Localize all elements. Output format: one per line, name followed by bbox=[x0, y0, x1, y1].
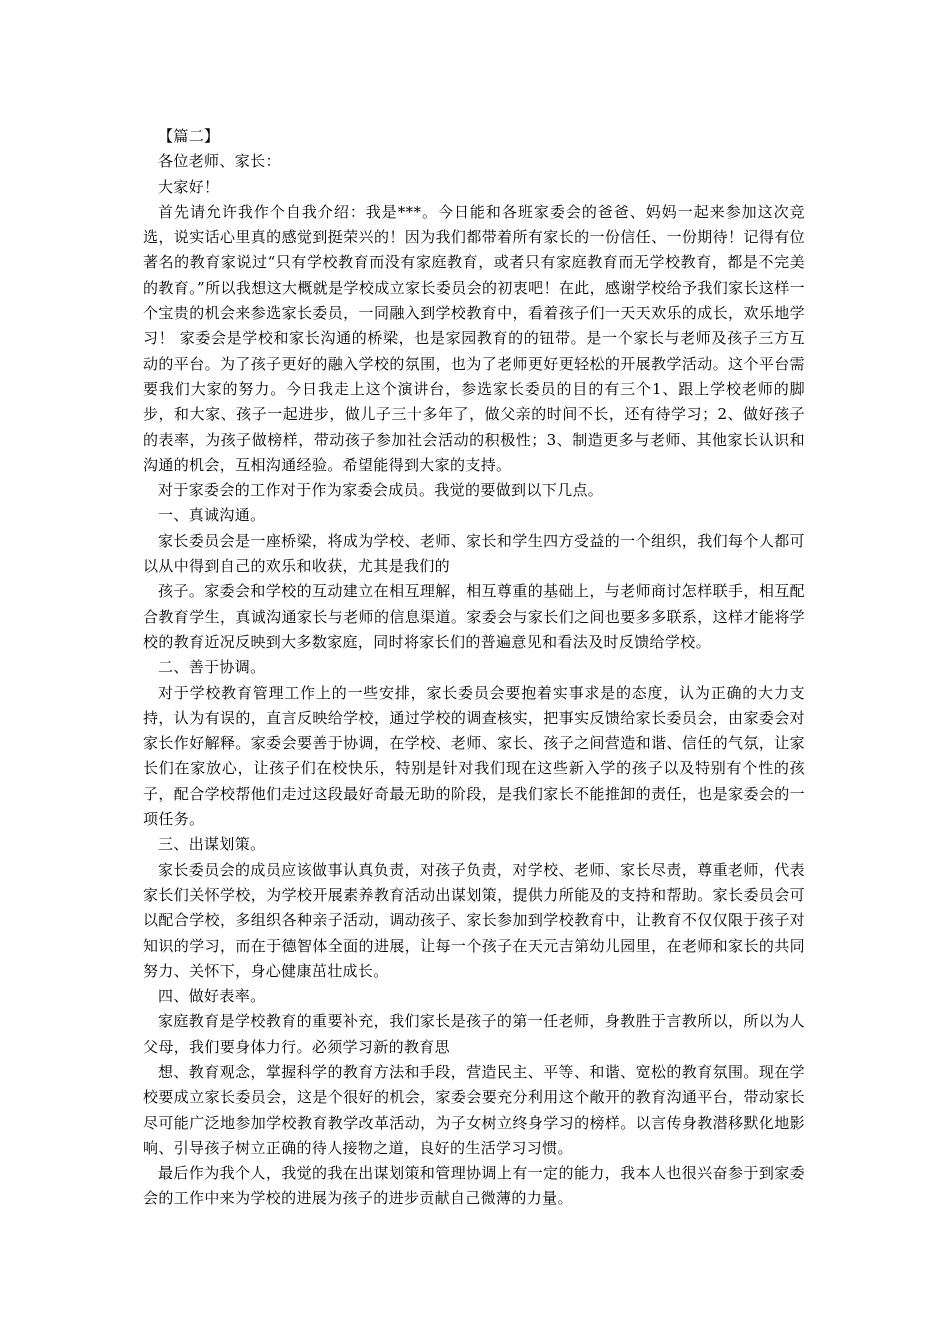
paragraph-advice: 家长委员会的成员应该做事认真负责，对孩子负责，对学校、老师、家长尽责，尊重老师，代表家长们关怀学校，为学校开展素养教育活动出谋划策，提供力所能及的支持和帮助。家长委员会可以配合学校，多组织各种亲子活动，调动孩子、家长参加到学校教育中，让教育不仅仅限于孩子对知识的学习，而在于德智体全面的进展，让每一个孩子在天元吉第幼儿园里，在老师和家长的共同努力、关怀下，身心健康茁壮成长。 bbox=[143, 860, 805, 980]
paragraph-transition: 对于家委会的工作对于作为家委会成员。我觉的要做到以下几点。 bbox=[158, 481, 604, 500]
paragraph-example-b: 想、教育观念，掌握科学的教育方法和手段，营造民主、平等、和谐、宽松的教育氛围。现在学校要成立家长委员会，这是个很好的机会，家委会要充分利用这个敞开的教育沟通平台，带动家长尽可能广泛地参加学校教育教学改革活动，为子女树立终身学习的榜样。以言传身教潜移默化地影响、引导孩子树立正确的待人接物之道，良好的生活学习习惯。 bbox=[143, 1062, 805, 1157]
paragraph-intro: 首先请允许我作个自我介绍：我是***。今日能和各班家委会的爸爸、妈妈一起来参加这次竞选，说实话心里真的感觉到挺荣兴的！因为我们都带着所有家长的一份信任、一份期待！记得有位著名的教育家说过“只有学校教育而没有家庭教育，或者只有家庭教育而无学校教育，都是不完美的教育。”所以我想这大概就是学校成立家长委员会的初衷吧！在此，感谢学校给予我们家长这样一个宝贵的机会来参选家长委员，一同融入到学校教育中，看着孩子们一天天欢乐的成长，欢乐地学习！ 家委会是学校和家长沟通的桥梁，也是家园教育的的钮带。是一个家长与老师及孩子三方互动的平台。为了孩子更好的融入学校的氛围，也为了老师更好更轻松的开展教学活动。这个平台需要我们大家的努力。今日我走上这个演讲台，参选家长委员的目的有三个1、跟上学校老师的脚步，和大家、孩子一起进步，做儿子三十多年了，做父亲的时间不长，还有待学习；2、做好孩子的表率，为孩子做榜样，带动孩子参加社会活动的积极性；3、制造更多与老师、其他家长认识和沟通的机会，互相沟通经验。希望能得到大家的支持。 bbox=[143, 202, 805, 474]
greeting: 各位老师、家长： bbox=[158, 152, 281, 171]
heading-example: 四、做好表率。 bbox=[158, 987, 266, 1006]
paragraph-coordination: 对于学校教育管理工作上的一些安排，家长委员会要抱着实事求是的态度，认为正确的大力支持，认为有误的，直言反映给学校，通过学校的调查核实，把事实反馈给家长委员会，由家委会对家长作好解释。家委会要善于协调，在学校、老师、家长、孩子之间营造和谐、信任的气氛，让家长们在家放心，让孩子们在校快乐，特别是针对我们现在这些新入学的孩子以及特别有个性的孩子，配合学校帮他们走过这段最好奇最无助的阶段，是我们家长不能推卸的责任，也是家委会的一项任务。 bbox=[143, 683, 805, 829]
hello: 大家好！ bbox=[158, 177, 220, 196]
paragraph-example-a: 家庭教育是学校教育的重要补充，我们家长是孩子的第一任老师，身教胜于言教所以，所以为人父母，我们要身体力行。必须学习新的教育思 bbox=[143, 1012, 805, 1056]
document-body bbox=[143, 124, 805, 1212]
paragraph-communication-b: 孩子。家委会和学校的互动建立在相互理解，相互尊重的基础上，与老师商讨怎样联手，相互配合教育学生，真诚沟通家长与老师的信息渠道。家委会与家长们之间也要多多联系，这样才能将学校的教育近况反映到大多数家庭，同时将家长们的普遍意见和看法及时反馈给学校。 bbox=[143, 582, 805, 651]
heading-communication: 一、真诚沟通。 bbox=[158, 506, 266, 525]
heading-advice: 三、出谋划策。 bbox=[158, 835, 266, 854]
section-label: 【篇二】 bbox=[158, 127, 220, 145]
paragraph-communication-a: 家长委员会是一座桥梁，将成为学校、老师、家长和学生四方受益的一个组织，我们每个人都可以从中得到自己的欢乐和收获，尤其是我们的 bbox=[143, 531, 805, 576]
heading-coordination: 二、善于协调。 bbox=[158, 658, 266, 677]
paragraph-closing: 最后作为我个人，我觉的我在出谋划策和管理协调上有一定的能力，我本人也很兴奋参于到家委会的工作中来为学校的进展为孩子的进步贡献自己微薄的力量。 bbox=[143, 1164, 805, 1208]
